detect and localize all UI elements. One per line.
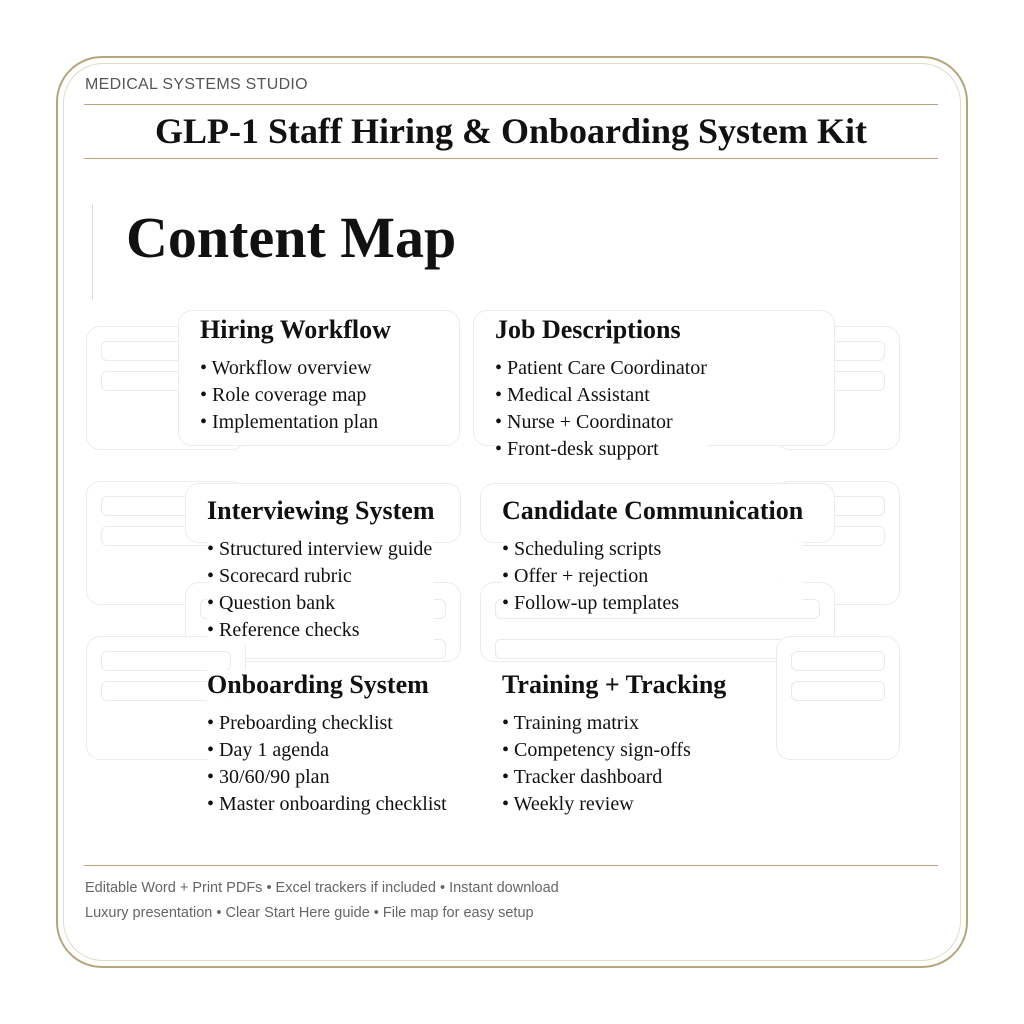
- list-item: • Weekly review: [502, 791, 726, 818]
- list-item: • Day 1 agenda: [207, 737, 447, 764]
- ghost-card: [776, 636, 900, 760]
- list-item: • Reference checks: [207, 617, 434, 644]
- header-rule-top: [84, 104, 938, 105]
- list-item: • Role coverage map: [200, 382, 391, 409]
- list-item: • Structured interview guide: [207, 536, 434, 563]
- list-item: • Scorecard rubric: [207, 563, 434, 590]
- list-item: • Question bank: [207, 590, 434, 617]
- list-item: • Scheduling scripts: [502, 536, 803, 563]
- list-item: • Nurse + Coordinator: [495, 409, 707, 436]
- card-job-descriptions: [495, 315, 707, 463]
- list-item: • Training matrix: [502, 710, 726, 737]
- list-item: • Workflow overview: [200, 355, 391, 382]
- section-heading: Content Map: [126, 205, 457, 270]
- card-training-tracking: [502, 670, 726, 818]
- list-item: • Medical Assistant: [495, 382, 707, 409]
- card-list: [200, 355, 391, 436]
- list-item: • Follow-up templates: [502, 590, 803, 617]
- footer-line-2: Luxury presentation • Clear Start Here guide • File map for easy setup: [85, 905, 534, 921]
- header-rule-bottom: [84, 158, 938, 159]
- brand-label: MEDICAL SYSTEMS STUDIO: [85, 76, 308, 93]
- list-item: • Master onboarding checklist: [207, 791, 447, 818]
- card-title: Training + Tracking: [502, 670, 727, 699]
- list-item: • Patient Care Coordinator: [495, 355, 707, 382]
- card-list: [502, 710, 726, 818]
- card-title: Hiring Workflow: [200, 315, 391, 344]
- card-list: [207, 710, 447, 818]
- card-interviewing-system: [207, 496, 434, 644]
- card-list: [495, 355, 707, 463]
- list-item: • Offer + rejection: [502, 563, 803, 590]
- card-hiring-workflow: [200, 315, 391, 436]
- card-title: Candidate Communication: [502, 496, 804, 525]
- card-candidate-communication: [502, 496, 803, 617]
- heading-accent-bar: [92, 204, 107, 300]
- page-title: GLP-1 Staff Hiring & Onboarding System Kit: [154, 111, 868, 151]
- card-onboarding-system: [207, 670, 447, 818]
- card-title: Onboarding System: [207, 670, 429, 699]
- list-item: • Implementation plan: [200, 409, 391, 436]
- card-title: Interviewing System: [207, 496, 435, 525]
- footer-rule: [84, 865, 938, 866]
- footer-line-1: Editable Word + Print PDFs • Excel trackers if included • Instant download: [85, 880, 559, 896]
- list-item: • Competency sign-offs: [502, 737, 726, 764]
- list-item: • Front-desk support: [495, 436, 707, 463]
- list-item: • Preboarding checklist: [207, 710, 447, 737]
- card-title: Job Descriptions: [495, 315, 681, 344]
- list-item: • Tracker dashboard: [502, 764, 726, 791]
- list-item: • 30/60/90 plan: [207, 764, 447, 791]
- card-list: [207, 536, 434, 644]
- card-list: [502, 536, 803, 617]
